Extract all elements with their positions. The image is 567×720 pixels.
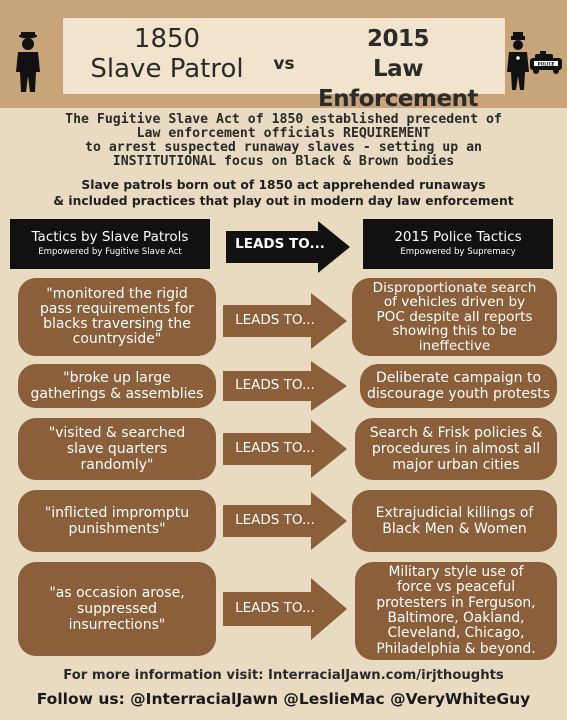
- police-tactic-line: protesters in Ferguson,: [376, 594, 536, 611]
- leads-to-label: LEADS TO...: [235, 512, 315, 528]
- leads-to-arrow: [223, 578, 347, 640]
- slave-patrol-tactic: [18, 278, 216, 356]
- police-tactic-line: POC despite all reports: [376, 308, 533, 325]
- right-title: Law Enforcement: [318, 56, 478, 112]
- slave-patrol-officer-icon: [8, 32, 48, 96]
- police-tactic-line: of vehicles driven by: [383, 294, 526, 311]
- police-tactic-line: Philadelphia & beyond.: [376, 640, 536, 657]
- tactic-line: suppressed: [76, 601, 158, 617]
- intro-sub-line: & included practices that play out in modern day law enforcement: [53, 194, 514, 208]
- intro-line: to arrest suspected runaway slaves - setting up an: [85, 140, 482, 155]
- police-tactic-line: ineffective: [418, 337, 491, 354]
- left-year: 1850: [133, 24, 201, 54]
- police-tactic-line: Search & Frisk policies &: [369, 425, 543, 441]
- intro-text: [40, 113, 527, 169]
- tactic-line: slave quarters: [66, 441, 168, 457]
- police-tactic-line: procedures in almost all: [371, 441, 541, 457]
- slave-patrol-tactic: [18, 562, 216, 656]
- slave-patrol-tactic: [18, 418, 216, 480]
- left-column-title: Tactics by Slave Patrols: [31, 229, 189, 245]
- leads-to-arrow: [223, 293, 347, 349]
- intro-line: INSTITUTIONAL focus on Black & Brown bodies: [112, 154, 455, 169]
- police-tactic-line: Extrajudicial killings of: [375, 505, 534, 521]
- police-tactic-line: discourage youth protests: [366, 386, 551, 402]
- tactic-line: "as occasion arose,: [49, 585, 185, 601]
- leads-to-arrow: [223, 420, 347, 478]
- tactic-line: blacks traversing the: [43, 316, 191, 332]
- leads-to-label: LEADS TO...: [235, 440, 315, 456]
- slave-patrol-tactic: [18, 490, 216, 552]
- police-tactic-line: Cleveland, Chicago,: [387, 625, 525, 642]
- tactic-line: punishments": [68, 521, 166, 537]
- tactic-line: pass requirements for: [40, 301, 194, 317]
- left-column-subtitle: Empowered by Fugitive Slave Act: [38, 247, 182, 257]
- title-1850: [82, 24, 252, 84]
- tactic-line: "monitored the rigid: [46, 286, 188, 302]
- vs-label: vs: [273, 54, 295, 74]
- tactic-line: "visited & searched: [48, 425, 186, 441]
- police-tactic: [360, 364, 557, 408]
- police-tactic-line: Deliberate campaign to: [375, 370, 542, 386]
- title-2015: [303, 24, 493, 114]
- police-tactic-line: force vs peaceful: [396, 579, 516, 596]
- police-tactic: [352, 490, 557, 552]
- tactic-line: "inflicted impromptu: [44, 505, 190, 521]
- police-tactic: [355, 418, 557, 480]
- intro-subtext: [30, 177, 537, 209]
- follow-us-handles[interactable]: Follow us: @InterracialJawn @LeslieMac @VeryWhiteGuy: [36, 690, 531, 708]
- header-leads-to-arrow: [226, 221, 350, 273]
- intro-sub-line: Slave patrols born out of 1850 act apprehended runaways: [81, 178, 486, 192]
- right-column-subtitle: Empowered by Supremacy: [400, 247, 516, 257]
- leads-to-arrow: [223, 492, 347, 550]
- leads-to-label: LEADS TO...: [235, 377, 315, 393]
- police-tactic: [352, 278, 557, 356]
- police-tactic: [355, 562, 557, 660]
- slave-patrol-tactic: [18, 364, 216, 408]
- leads-to-label: LEADS TO...: [235, 312, 315, 328]
- intro-line: Law enforcement officials REQUIREMENT: [136, 126, 431, 141]
- left-column-header: [10, 219, 210, 269]
- right-column-header: [363, 219, 553, 269]
- leads-to-arrow: [223, 361, 347, 411]
- police-tactic-line: Military style use of: [388, 564, 524, 581]
- tactic-line: "broke up large: [63, 370, 171, 386]
- intro-line: The Fugitive Slave Act of 1850 established precedent of: [65, 112, 502, 127]
- leads-to-label: LEADS TO...: [235, 236, 325, 252]
- tactic-line: gatherings & assemblies: [30, 386, 204, 402]
- police-tactic-line: major urban cities: [392, 457, 520, 473]
- more-info-link[interactable]: For more information visit: InterracialJawn.com/irjthoughts: [63, 668, 504, 683]
- leads-to-label: LEADS TO...: [235, 600, 315, 616]
- tactic-line: insurrections": [68, 617, 166, 633]
- police-tactic-line: Black Men & Women: [382, 521, 527, 537]
- tactic-line: countryside": [72, 331, 162, 347]
- police-officer-car-icon: [505, 28, 563, 94]
- right-year: 2015: [366, 26, 429, 52]
- tactic-line: randomly": [80, 457, 154, 473]
- police-tactic-line: showing this to be: [392, 323, 517, 340]
- police-tactic-line: Disproportionate search: [372, 279, 537, 296]
- left-title: Slave Patrol: [90, 54, 244, 84]
- police-tactic-line: Baltimore, Oakland,: [387, 610, 525, 626]
- police-car-label: POLICE: [537, 61, 555, 67]
- right-column-title: 2015 Police Tactics: [394, 229, 522, 245]
